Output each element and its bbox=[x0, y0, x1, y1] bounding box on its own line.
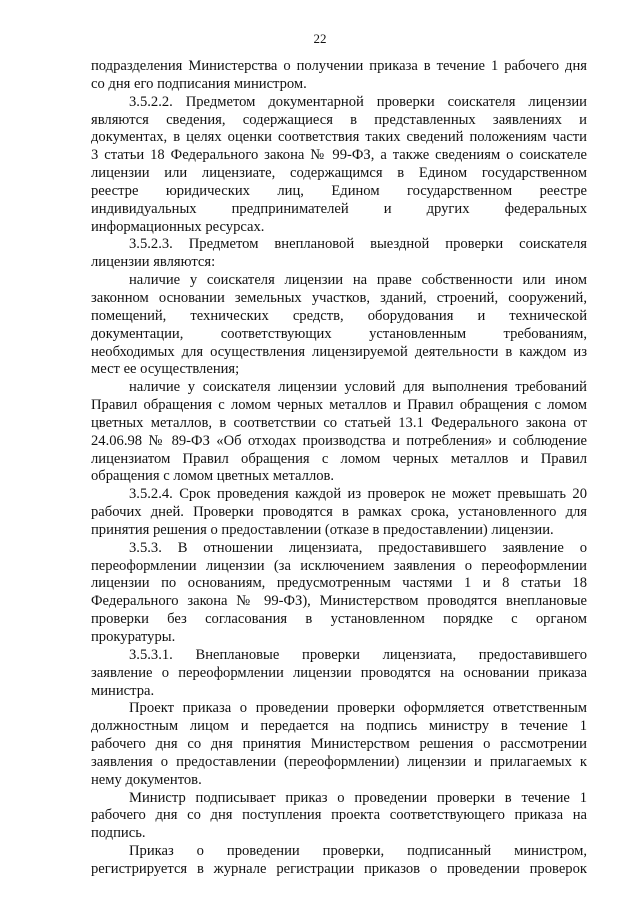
text-line: наличие у соискателя лицензии условий для выполнения требований bbox=[129, 379, 587, 396]
text-line: законном основании земельных участков, зданий, строений, сооружений, bbox=[91, 289, 587, 306]
text-line: проверки без согласования в установленном порядке с органом bbox=[91, 611, 587, 628]
text-line: принятия решения о предоставлении (отказе в предоставлении) лицензии. bbox=[91, 521, 554, 538]
text-line: должностным лицом и передается на подпись министру в течение 1 bbox=[91, 718, 587, 735]
text-line: заявление о переоформлении лицензии проводятся на основании приказа bbox=[91, 664, 587, 681]
text-line: лицензии по основаниям, предусмотренным частями 1 и 8 статьи 18 bbox=[91, 575, 587, 592]
text-line: рабочего дня со дня поступления проекта соответствующего приказа на bbox=[91, 807, 587, 824]
text-line: наличие у соискателя лицензии на праве собственности или ином bbox=[129, 272, 587, 289]
text-line: заявления о предоставлении (переоформлении) лицензии и прилагаемых к bbox=[91, 753, 587, 770]
text-line: со дня его подписания министром. bbox=[91, 75, 307, 92]
text-line: мест ее осуществления; bbox=[91, 361, 240, 378]
text-line: индивидуальных предпринимателей и других федеральных bbox=[91, 200, 587, 217]
text-line: документации, соответствующих установленным требованиям, bbox=[91, 325, 587, 342]
text-line: 24.06.98 № 89-ФЗ «Об отходах производства и потребления» и соблюдение bbox=[91, 432, 587, 449]
text-line: Правил обращения с ломом черных металлов и Правил обращения с ломом bbox=[91, 397, 587, 414]
text-line: Приказ о проведении проверки, подписанный министром, bbox=[129, 843, 587, 860]
text-line: прокуратуры. bbox=[91, 629, 176, 645]
text-line: помещений, технических средств, оборудования и технической bbox=[91, 307, 587, 324]
text-line: министра. bbox=[91, 682, 155, 699]
text-line: необходимых для осуществления лицензируемой деятельности в каждом из bbox=[91, 343, 587, 360]
text-line: 3.5.3. В отношении лицензиата, предоставившего заявление о bbox=[129, 539, 587, 556]
text-line: лицензии или лицензиате, содержащимся в Едином государственном bbox=[91, 165, 587, 182]
text-line: лицензиатом Правил обращения с ломом черных металлов и Правил bbox=[91, 450, 587, 467]
text-line: подразделения Министерства о получении приказа в течение 1 рабочего дня bbox=[91, 58, 587, 74]
text-line: документах, в целях оценки соответствия таких сведений положениям части bbox=[91, 129, 587, 146]
text-line: 3.5.2.4. Срок проведения каждой из проверок не может превышать 20 bbox=[129, 486, 587, 503]
text-line: лицензии являются: bbox=[91, 254, 216, 271]
text-line: 3.5.2.3. Предметом внеплановой выездной проверки соискателя bbox=[129, 236, 587, 253]
text-line: Проект приказа о проведении проверки оформляется ответственным bbox=[129, 700, 587, 717]
text-line: являются сведения, содержащиеся в представленных заявлениях и bbox=[91, 111, 587, 128]
page-number: 22 bbox=[313, 31, 327, 46]
text-line: рабочего дня со дня принятия Министерством решения о рассмотрении bbox=[91, 736, 587, 753]
document-body bbox=[91, 58, 587, 879]
text-line: цветных металлов, в соответствии со статьей 13.1 Федерального закона от bbox=[91, 414, 587, 431]
text-line: 3 статьи 18 Федерального закона № 99-ФЗ, а также сведениям о соискателе bbox=[91, 147, 587, 164]
text-line: обращения с ломом цветных металлов. bbox=[91, 468, 335, 485]
text-line: переоформлении лицензии (за исключением заявления о переоформлении bbox=[91, 557, 587, 574]
text-line: информационных ресурсах. bbox=[91, 218, 265, 235]
text-line: 3.5.3.1. Внеплановые проверки лицензиата, предоставившего bbox=[129, 646, 587, 663]
text-line: нему документов. bbox=[91, 771, 202, 788]
text-line: рабочих дней. Проверки проводятся в рамках срока, установленного для bbox=[91, 504, 587, 521]
text-line: 3.5.2.2. Предметом документарной проверки соискателя лицензии bbox=[129, 93, 587, 110]
text-line: Министр подписывает приказ о проведении проверки в течение 1 bbox=[129, 789, 587, 806]
text-line: регистрируется в журнале регистрации приказов о проведении проверок bbox=[91, 860, 587, 877]
text-line: Федерального закона № 99-ФЗ), Министерством проводятся внеплановые bbox=[91, 593, 587, 610]
text-line: реестре юридических лиц, Едином государственном реестре bbox=[91, 182, 587, 199]
text-line: подпись. bbox=[91, 825, 146, 842]
